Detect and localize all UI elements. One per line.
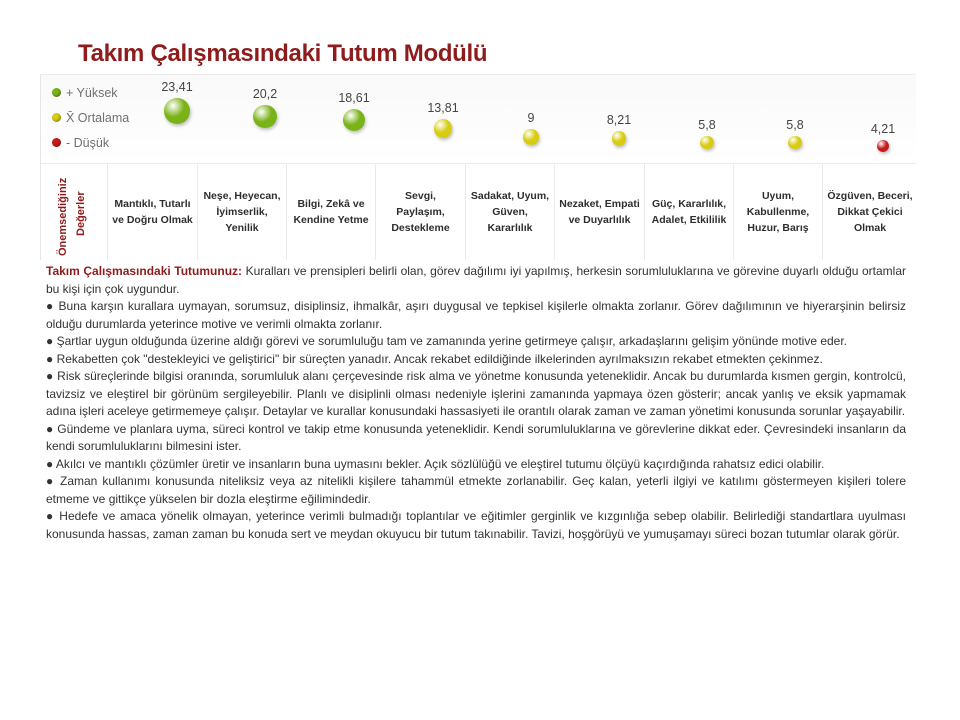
value-chart <box>40 74 916 164</box>
legend-dot-average-icon <box>52 113 61 122</box>
column-header: Özgüven, Beceri, Dikkat Çekici Olmak <box>822 164 917 260</box>
column-header: Sevgi, Paylaşım, Destekleme <box>375 164 465 260</box>
column-header: Nezaket, Empati ve Duyarlılık <box>554 164 644 260</box>
chart-point <box>434 119 453 138</box>
column-header: Neşe, Heyecan, İyimserlik, Yenilik <box>197 164 286 260</box>
bullet-paragraph: ● Risk süreçlerinde bilgisi oranında, sorumluluk alanı çerçevesinde risk alma ve yönetme konusunda yeteneklidir. Ancak bu durumlarda kısmen gergin, kontrolcü, tavizsiz ve eleştirel bir görünüm sergileyebilir. Planlı ve disiplinli olması nedeniyle işlerini zamanında yapmaya özen gösterir; ancak yanlış ve eksik yapmamak adına işleri aceleye getirmemeye çalışır. Detaylar ve kurallar konusundaki hassasiyeti ile orantılı olarak zaman ve zaman yönetimi konusunda sorunlar yaşayabilir. <box>46 369 906 418</box>
chart-point <box>253 105 276 128</box>
bullet-paragraph: ● Gündeme ve planlara uyma, süreci kontrol ve takip etme konusunda yeteneklidir. Kendi sorumluluklarına ve görevlerine dikkat eder. Çevresindeki insanların da kendi sorumluluklarını bilmesini ister. <box>46 421 906 453</box>
data-label: 18,61 <box>338 90 370 105</box>
legend-item-average <box>52 105 129 130</box>
legend-dot-low-icon <box>52 138 61 147</box>
intro-lead: Takım Çalışmasındaki Tutumunuz: <box>46 264 243 278</box>
bullet-paragraph: ● Buna karşın kurallara uymayan, sorumsuz, disiplinsiz, ihmalkâr, aşırı duygusal ve tepkisel kişilerle olmakta zorlanır. Görev dağılımının ve hiyerarşinin belirsiz olduğu durumlarda yeterince motive ve verimli olmakta zorlanır. <box>46 299 906 331</box>
bullet-paragraph: ● Rekabetten çok "destekleyici ve geliştirici" bir süreçten yanadır. Ancak rekabet edildiğinde ilkelerinden ayrılmaksızın rekabet etmekten çekinmez. <box>46 351 823 366</box>
chart-point <box>164 98 190 124</box>
intro-paragraph <box>46 263 906 298</box>
legend-label-average: X̄ Ortalama <box>66 110 130 125</box>
column-header: Güç, Kararlılık, Adalet, Etkililik <box>644 164 733 260</box>
data-label: 13,81 <box>427 100 459 115</box>
chart-point <box>612 131 627 146</box>
chart-point <box>343 109 365 131</box>
chart-point <box>788 136 801 149</box>
data-label: 9 <box>527 111 535 126</box>
chart-legend <box>52 80 129 155</box>
legend-dot-high-icon <box>52 88 61 97</box>
data-label: 20,2 <box>252 87 278 102</box>
row-header-line1: Önemsediğiniz <box>57 177 69 256</box>
data-label: 23,41 <box>161 80 193 95</box>
legend-item-low <box>52 130 129 155</box>
description-body <box>46 263 906 543</box>
values-table <box>40 164 916 260</box>
chart-point <box>877 140 889 152</box>
row-header-line2: Değerler <box>75 191 87 236</box>
legend-label-high: + Yüksek <box>66 85 118 100</box>
data-label: 4,21 <box>870 121 896 136</box>
bullet-paragraph: ● Akılcı ve mantıklı çözümler üretir ve insanların buna uymasını bekler. Açık sözlülüğü ve eleştirel tutumu ölçüyü kaçırdığında rahatsız edici olabilir. <box>46 456 825 471</box>
column-header: Uyum, Kabullenme, Huzur, Barış <box>733 164 822 260</box>
bullet-paragraph: ● Hedefe ve amaca yönelik olmayan, yeterince verimli bulmadığı toplantılar ve eğitimler gerginlik ve kızgınlığa sebep olabilir. Belirlediği standartlara uyulması konusunda hassas, zaman zaman bu konuda sert ve meydan okuyucu bir tutum takınabilir. Tavizi, hoşgörüyü ve yumuşamayı süreci bozan tutumlar olarak görür. <box>46 509 906 541</box>
page-title: Takım Çalışmasındaki Tutum Modülü <box>78 40 488 67</box>
column-header: Bilgi, Zekâ ve Kendine Yetme <box>286 164 375 260</box>
intro-text: Kuralları ve prensipleri belirli olan, görev dağılımı iyi yapılmış, herkesin sorumluluklarına ve görevine duyarlı olduğu ortamlar bu kişi için çok uygundur. <box>46 264 906 296</box>
chart-point <box>700 136 713 149</box>
data-label: 5,8 <box>786 118 804 133</box>
legend-item-high <box>52 80 129 105</box>
bullet-paragraph: ● Zaman kullanımı konusunda niteliksiz veya az nitelikli kişilere tahammül etmekte zorlanabilir. Geç kalan, yeterli ilgiyi ve katılımı göstermeyen kişileri tolere etmeme ve gittikçe yükselen bir dozla eleştirme eğilimindedir. <box>46 474 906 506</box>
column-header: Mantıklı, Tutarlı ve Doğru Olmak <box>107 164 197 260</box>
legend-label-low: - Düşük <box>66 135 110 150</box>
data-label: 5,8 <box>698 118 716 133</box>
bullet-paragraph: ● Şartlar uygun olduğunda üzerine aldığı görevi ve sorumluluğu tam ve zamanında yerine getirmeye çalışır, arkadaşlarını gelişim yönünde motive eder. <box>46 334 848 348</box>
chart-point <box>523 129 539 145</box>
data-label: 8,21 <box>606 112 632 127</box>
row-header <box>41 164 107 260</box>
column-header: Sadakat, Uyum, Güven, Kararlılık <box>465 164 554 260</box>
